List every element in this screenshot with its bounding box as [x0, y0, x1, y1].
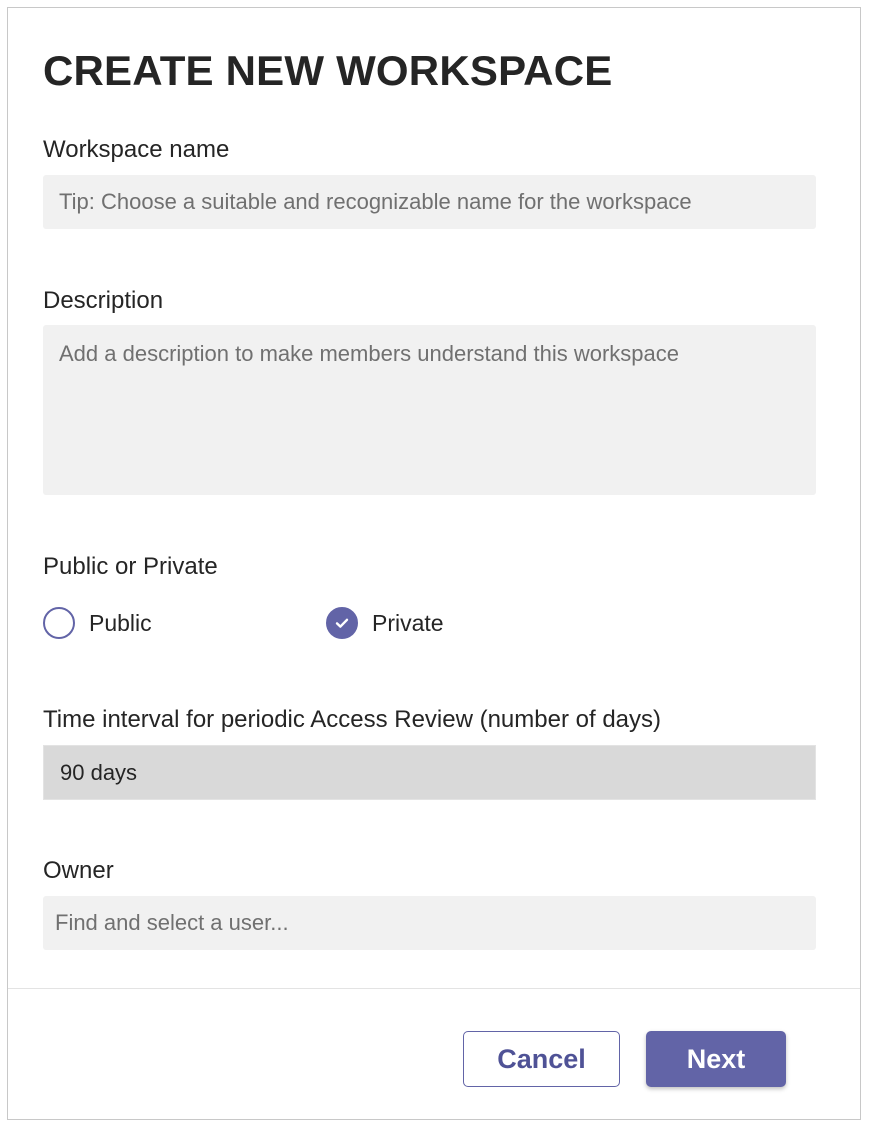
cancel-button[interactable]: Cancel — [463, 1031, 620, 1087]
dialog-title: CREATE NEW WORKSPACE — [43, 47, 613, 94]
create-workspace-dialog — [7, 7, 861, 1120]
footer-divider — [8, 988, 860, 989]
owner-label: Owner — [43, 857, 114, 884]
visibility-label: Public or Private — [43, 553, 218, 580]
radio-label-public: Public — [89, 609, 152, 636]
radio-option-public[interactable] — [43, 605, 152, 641]
access-review-select[interactable] — [43, 745, 816, 800]
description-label: Description — [43, 287, 164, 314]
radio-checked-icon[interactable] — [326, 607, 358, 639]
access-review-label: Time interval for periodic Access Review (number of days) — [43, 706, 661, 733]
checkmark-icon — [334, 615, 350, 631]
access-review-value: 90 days — [60, 759, 138, 785]
workspace-name-input[interactable] — [43, 175, 816, 229]
workspace-name-label: Workspace name — [43, 136, 230, 163]
radio-option-private[interactable] — [326, 605, 444, 641]
radio-unchecked-icon[interactable] — [43, 607, 75, 639]
radio-label-private: Private — [372, 609, 444, 636]
next-button[interactable]: Next — [646, 1031, 786, 1087]
description-textarea[interactable] — [43, 325, 816, 495]
owner-search-input[interactable] — [43, 896, 816, 950]
